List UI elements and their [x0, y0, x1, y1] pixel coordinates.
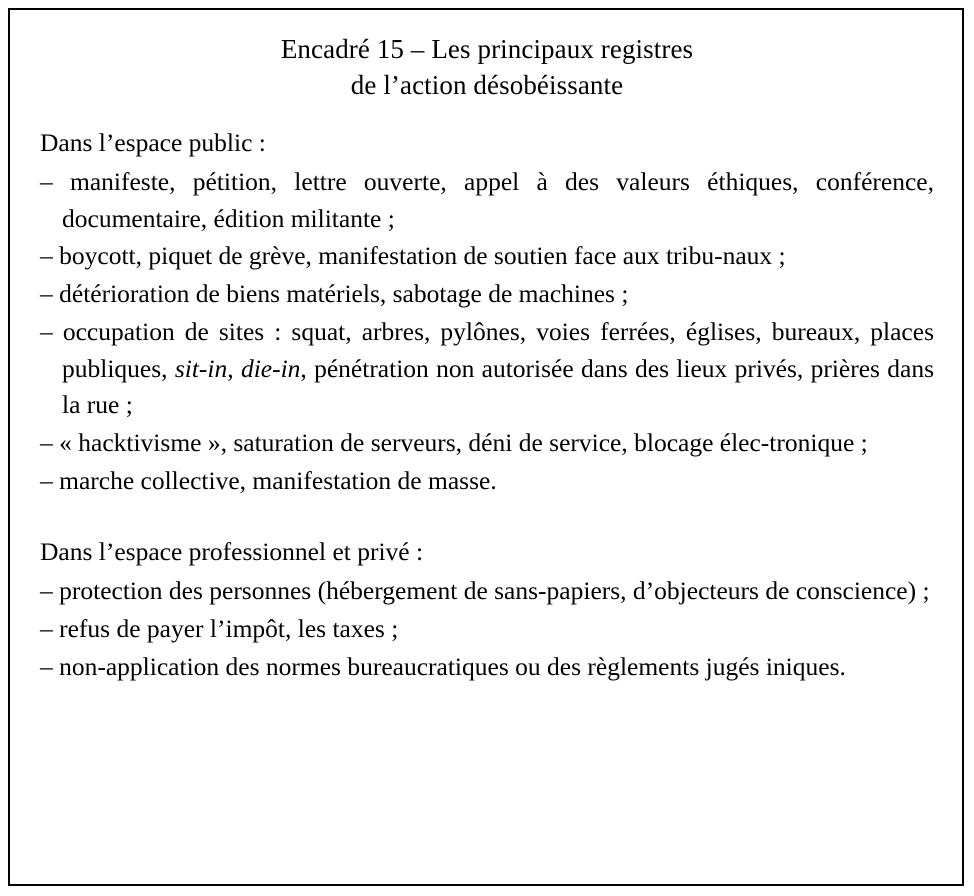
section-divider-space — [40, 500, 934, 534]
section-professional-private — [40, 534, 934, 685]
item-text: – « hacktivisme », saturation de serveurs, déni de service, blocage élec-tronique ; — [40, 428, 868, 457]
section-professional-private-lead: Dans l’espace professionnel et privé : — [40, 537, 424, 567]
item-text: , pénétration non autorisée dans des lieux privés, prières dans la rue ; — [62, 353, 934, 420]
item-text: – non-application des normes bureaucratiques ou des règlements jugés iniques. — [40, 651, 846, 681]
item-text: – boycott, piquet de grève, manifestation de soutien face aux tribu-naux ; — [40, 241, 786, 271]
list-item — [40, 425, 934, 462]
section-professional-private-list — [40, 573, 934, 685]
section-public — [40, 125, 934, 499]
list-item — [40, 314, 934, 424]
item-text: – marche collective, manifestation de masse. — [40, 465, 497, 495]
encadre-box — [8, 8, 964, 886]
list-item — [40, 649, 934, 686]
section-public-list — [40, 164, 934, 499]
list-item — [40, 276, 934, 313]
item-text: – refus de payer l’impôt, les taxes ; — [40, 613, 399, 643]
item-text: – occupation de sites : squat, arbres, pylônes, voies ferrées, églises, bureaux, places publiques, — [40, 316, 934, 383]
page-title-line-1: Encadré 15 – Les principaux registres — [280, 34, 694, 64]
list-item — [40, 164, 934, 237]
list-item — [40, 611, 934, 648]
list-item — [40, 573, 934, 610]
item-text: – protection des personnes (hébergement de sans-papiers, d’objecteurs de conscience) ; — [40, 576, 930, 606]
emphasis-text: sit-in — [174, 353, 228, 383]
item-text: – manifeste, pétition, lettre ouverte, appel à des valeurs éthiques, conférence, documentaire, édition militante ; — [40, 166, 934, 233]
list-item — [40, 238, 934, 275]
item-text: – détérioration de biens matériels, sabotage de machines ; — [40, 279, 629, 309]
emphasis-text: die-in — [240, 353, 301, 383]
section-public-lead: Dans l’espace public : — [40, 128, 266, 158]
encadre-content — [10, 10, 962, 884]
page-title — [40, 32, 934, 103]
item-text: , — [227, 353, 241, 383]
list-item — [40, 463, 934, 500]
page-title-line-2: de l’action désobéissante — [350, 69, 624, 100]
